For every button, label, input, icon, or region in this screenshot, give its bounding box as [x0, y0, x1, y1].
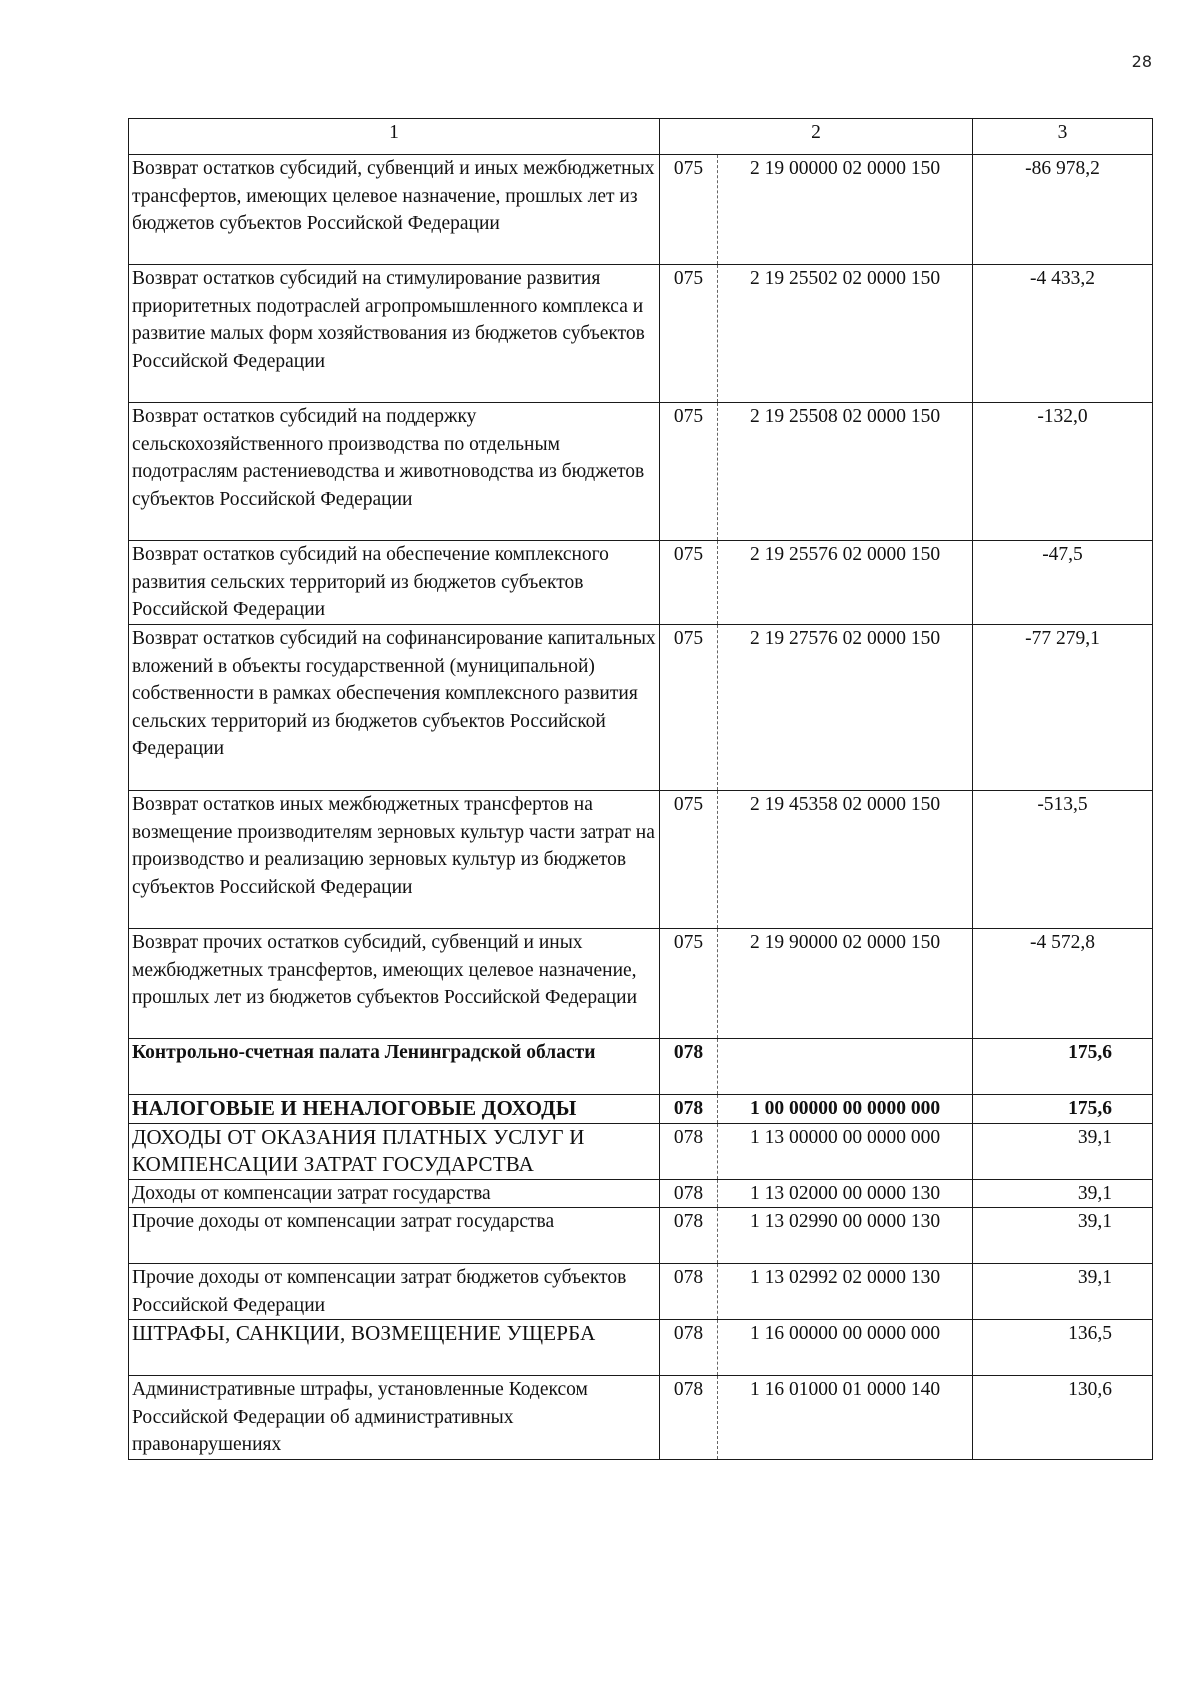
row-admin-code: 078 — [660, 1039, 718, 1095]
table-row — [129, 1095, 1153, 1124]
row-budget-code: 2 19 00000 02 0000 150 — [718, 155, 973, 265]
row-budget-code: 2 19 45358 02 0000 150 — [718, 791, 973, 929]
table-row — [129, 1039, 1153, 1095]
table-row — [129, 265, 1153, 403]
row-admin-code: 075 — [660, 625, 718, 791]
row-budget-code: 1 16 01000 01 0000 140 — [718, 1376, 973, 1460]
header-col-3: 3 — [973, 119, 1153, 155]
row-admin-code: 078 — [660, 1376, 718, 1460]
row-budget-code: 1 13 00000 00 0000 000 — [718, 1123, 973, 1179]
row-budget-code: 2 19 27576 02 0000 150 — [718, 625, 973, 791]
row-value: 39,1 — [973, 1208, 1153, 1264]
row-name: Административные штрафы, установленные Кодексом Российской Федерации об административных правонарушениях — [129, 1376, 660, 1460]
row-name: Возврат прочих остатков субсидий, субвенций и иных межбюджетных трансфертов, имеющих целевое назначение, прошлых лет из бюджетов субъектов Российской Федерации — [129, 929, 660, 1039]
row-value: 175,6 — [973, 1095, 1153, 1124]
row-budget-code: 1 13 02000 00 0000 130 — [718, 1179, 973, 1208]
row-admin-code: 075 — [660, 155, 718, 265]
header-col-1: 1 — [129, 119, 660, 155]
table-header-row — [129, 119, 1153, 155]
row-value: 130,6 — [973, 1376, 1153, 1460]
row-name: Контрольно-счетная палата Ленинградской области — [129, 1039, 660, 1095]
table-row — [129, 403, 1153, 541]
table-row — [129, 1179, 1153, 1208]
row-budget-code: 1 00 00000 00 0000 000 — [718, 1095, 973, 1124]
row-name: Возврат остатков субсидий, субвенций и иных межбюджетных трансфертов, имеющих целевое назначение, прошлых лет из бюджетов субъектов Российской Федерации — [129, 155, 660, 265]
row-name: Возврат остатков иных межбюджетных трансфертов на возмещение производителям зерновых культур части затрат на производство и реализацию зерновых культур из бюджетов субъектов Российской Федерации — [129, 791, 660, 929]
table-row — [129, 1123, 1153, 1179]
row-admin-code: 078 — [660, 1095, 718, 1124]
row-budget-code: 1 13 02992 02 0000 130 — [718, 1264, 973, 1320]
row-admin-code: 078 — [660, 1179, 718, 1208]
row-name: Доходы от компенсации затрат государства — [129, 1179, 660, 1208]
row-value: 175,6 — [973, 1039, 1153, 1095]
row-name: ДОХОДЫ ОТ ОКАЗАНИЯ ПЛАТНЫХ УСЛУГ И КОМПЕНСАЦИИ ЗАТРАТ ГОСУДАРСТВА — [129, 1123, 660, 1179]
row-admin-code: 075 — [660, 791, 718, 929]
row-name: Прочие доходы от компенсации затрат бюджетов субъектов Российской Федерации — [129, 1264, 660, 1320]
row-value: -77 279,1 — [973, 625, 1153, 791]
row-value: -132,0 — [973, 403, 1153, 541]
row-name: НАЛОГОВЫЕ И НЕНАЛОГОВЫЕ ДОХОДЫ — [129, 1095, 660, 1124]
table-row — [129, 1264, 1153, 1320]
row-budget-code: 1 16 00000 00 0000 000 — [718, 1320, 973, 1376]
row-admin-code: 075 — [660, 265, 718, 403]
row-value: 39,1 — [973, 1179, 1153, 1208]
row-admin-code: 078 — [660, 1320, 718, 1376]
row-name: Возврат остатков субсидий на поддержку сельскохозяйственного производства по отдельным подотраслям растениеводства и животноводства из бюджетов субъектов Российской Федерации — [129, 403, 660, 541]
row-value: -86 978,2 — [973, 155, 1153, 265]
row-value: 39,1 — [973, 1123, 1153, 1179]
row-budget-code: 2 19 25576 02 0000 150 — [718, 541, 973, 625]
row-value: -47,5 — [973, 541, 1153, 625]
row-name: Возврат остатков субсидий на софинансирование капитальных вложений в объекты государственной (муниципальной) собственности в рамках обеспечения комплексного развития сельских территорий из бюджетов субъектов Российской Федерации — [129, 625, 660, 791]
row-name: Возврат остатков субсидий на стимулирование развития приоритетных подотраслей агропромышленного комплекса и развитие малых форм хозяйствования из бюджетов субъектов Российской Федерации — [129, 265, 660, 403]
row-budget-code: 2 19 25508 02 0000 150 — [718, 403, 973, 541]
row-admin-code: 075 — [660, 403, 718, 541]
row-value: -4 433,2 — [973, 265, 1153, 403]
table-row — [129, 155, 1153, 265]
table-row — [129, 1320, 1153, 1376]
page-number: 28 — [1131, 52, 1152, 71]
table-row — [129, 1208, 1153, 1264]
header-col-2: 2 — [660, 119, 973, 155]
table-row — [129, 791, 1153, 929]
row-name: Прочие доходы от компенсации затрат государства — [129, 1208, 660, 1264]
row-name: ШТРАФЫ, САНКЦИИ, ВОЗМЕЩЕНИЕ УЩЕРБА — [129, 1320, 660, 1376]
row-budget-code: 2 19 90000 02 0000 150 — [718, 929, 973, 1039]
row-admin-code: 075 — [660, 541, 718, 625]
row-value: 39,1 — [973, 1264, 1153, 1320]
row-admin-code: 078 — [660, 1208, 718, 1264]
table-row — [129, 541, 1153, 625]
row-admin-code: 078 — [660, 1264, 718, 1320]
row-budget-code: 1 13 02990 00 0000 130 — [718, 1208, 973, 1264]
row-admin-code: 078 — [660, 1123, 718, 1179]
table-row — [129, 625, 1153, 791]
row-budget-code — [718, 1039, 973, 1095]
row-name: Возврат остатков субсидий на обеспечение комплексного развития сельских территорий из бюджетов субъектов Российской Федерации — [129, 541, 660, 625]
table-row — [129, 1376, 1153, 1460]
row-value: -513,5 — [973, 791, 1153, 929]
row-value: 136,5 — [973, 1320, 1153, 1376]
row-value: -4 572,8 — [973, 929, 1153, 1039]
row-budget-code: 2 19 25502 02 0000 150 — [718, 265, 973, 403]
revenue-table — [128, 118, 1153, 1460]
row-admin-code: 075 — [660, 929, 718, 1039]
table-row — [129, 929, 1153, 1039]
